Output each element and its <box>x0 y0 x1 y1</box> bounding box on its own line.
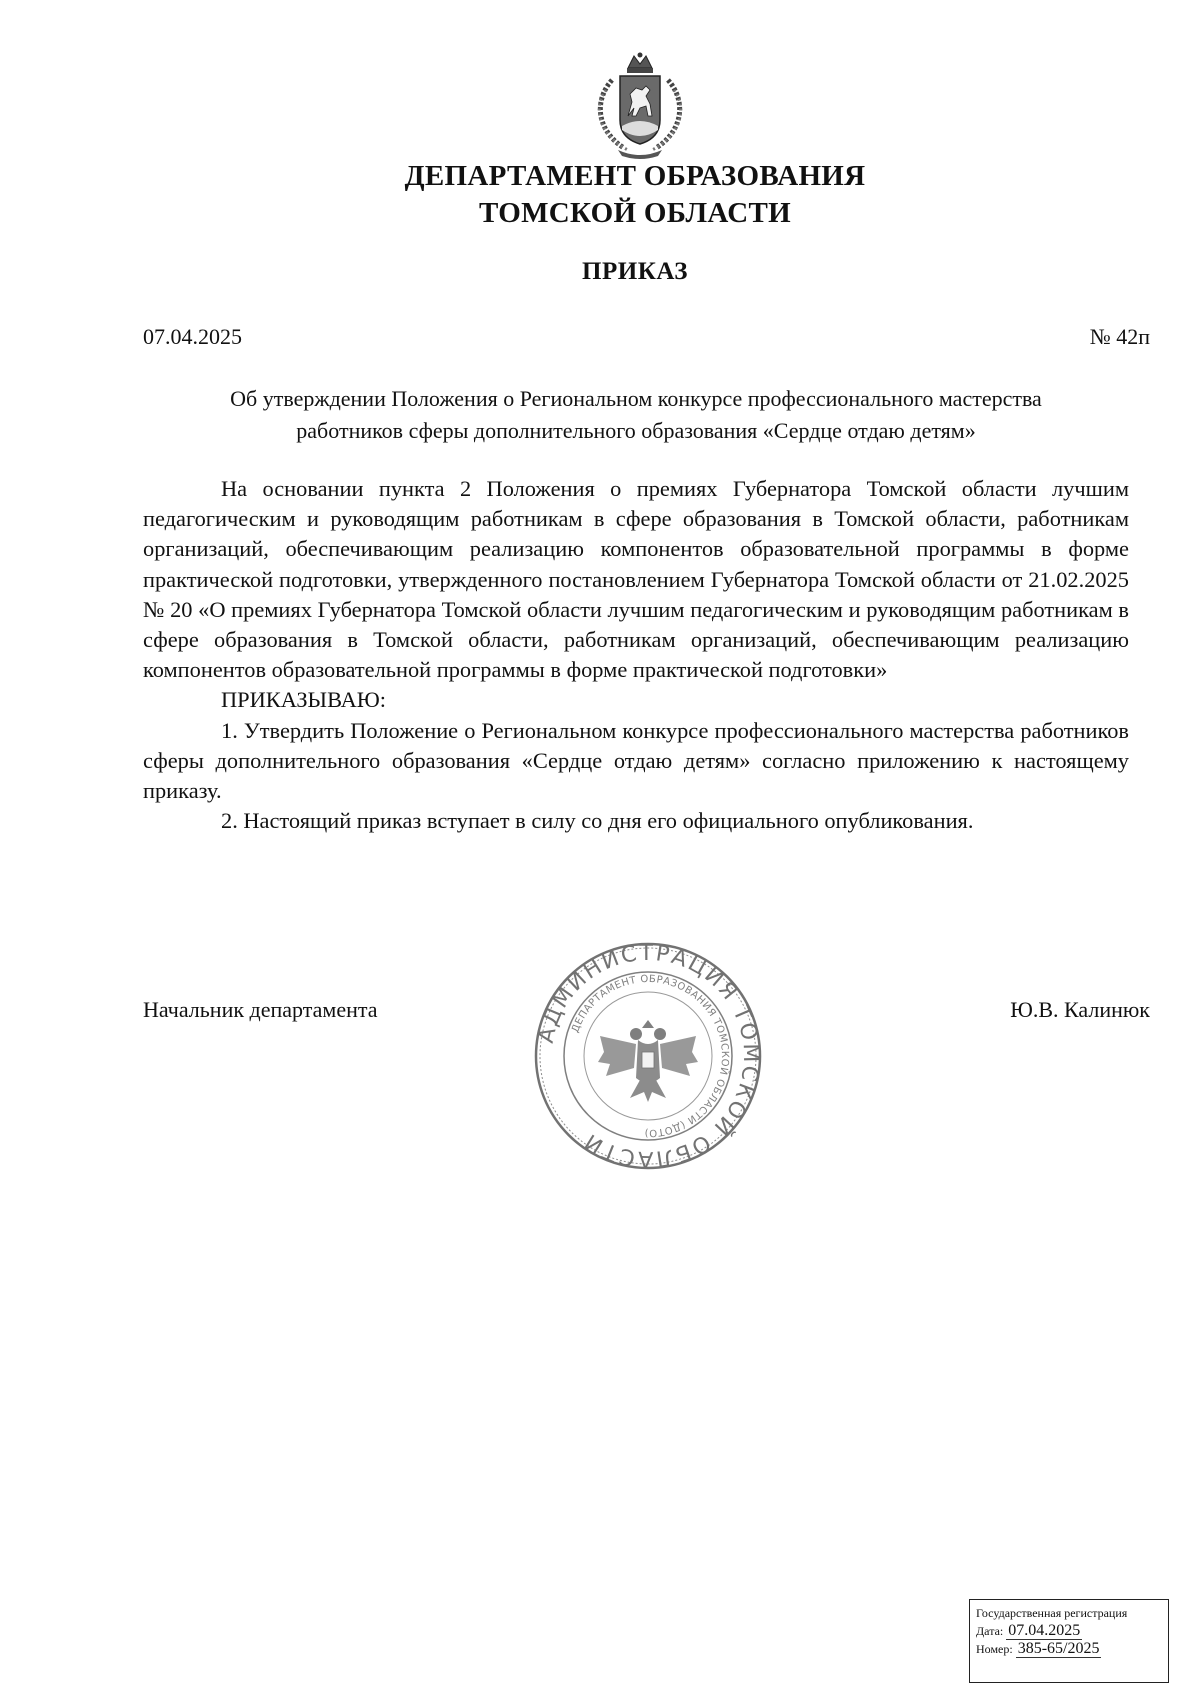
registration-date-value: 07.04.2025 <box>1008 1622 1081 1639</box>
registration-number-label: Номер: <box>976 1642 1013 1656</box>
order-item-1: 1. Утвердить Положение о Региональном конкурсе профессионального мастерства работников сферы дополнительного образования «Сердце отдаю детям» согласно приложению к настоящему приказу. <box>143 717 1129 804</box>
document-type: ПРИКАЗ <box>582 258 688 285</box>
order-subject <box>143 383 1129 447</box>
order-number: № 42п <box>1089 324 1150 349</box>
registration-date-row <box>976 1622 1162 1640</box>
department-title-line1: ДЕПАРТАМЕНТ ОБРАЗОВАНИЯ <box>404 160 866 192</box>
registration-number-value: 385-65/2025 <box>1017 1640 1100 1657</box>
signatory-title: Начальник департамента <box>143 997 378 1022</box>
seal-outer-text: АДМИНИСТРАЦИЯ ТОМСКОЙ ОБЛАСТИ <box>533 940 764 1172</box>
state-registration-box <box>969 1599 1169 1683</box>
order-directive: ПРИКАЗЫВАЮ: <box>221 687 387 713</box>
official-seal-stamp <box>532 940 764 1172</box>
coat-of-arms-icon <box>584 50 696 162</box>
signatory-name: Ю.В. Калинюк <box>1010 997 1150 1022</box>
seal-inner-text: ДЕПАРТАМЕНТ ОБРАЗОВАНИЯ ТОМСКОЙ ОБЛАСТИ (ДОТО) <box>570 973 731 1139</box>
registration-number-row <box>976 1640 1162 1658</box>
subject-line2: работников сферы дополнительного образования «Сердце отдаю детям» <box>296 418 976 443</box>
registration-date-label: Дата: <box>976 1624 1004 1638</box>
order-body <box>143 474 1129 836</box>
eagle-icon <box>598 1020 698 1102</box>
order-date: 07.04.2025 <box>143 324 242 349</box>
subject-line1: Об утверждении Положения о Региональном конкурсе профессионального мастерства <box>230 386 1042 411</box>
registration-title: Государственная регистрация <box>976 1606 1128 1620</box>
preamble-paragraph: На основании пункта 2 Положения о премиях Губернатора Томской области лучшим педагогическим и руководящим работникам в сфере образования в Томской области, работникам организаций, обеспечивающим реализацию компонентов образовательной программы в форме практической подготовки, утвержденного постановлением Губернатора Томской области от 21.02.2025 № 20 «О премиях Губернатора Томской области лучшим педагогическим и руководящим работникам в сфере образования в Томской области, работникам организаций, обеспечивающим реализацию компонентов образовательной программы в форме практической подготовки» <box>143 476 1129 683</box>
order-item-2: 2. Настоящий приказ вступает в силу со дня его официального опубликования. <box>221 808 974 834</box>
department-title-line2: ТОМСКОЙ ОБЛАСТИ <box>479 197 791 229</box>
